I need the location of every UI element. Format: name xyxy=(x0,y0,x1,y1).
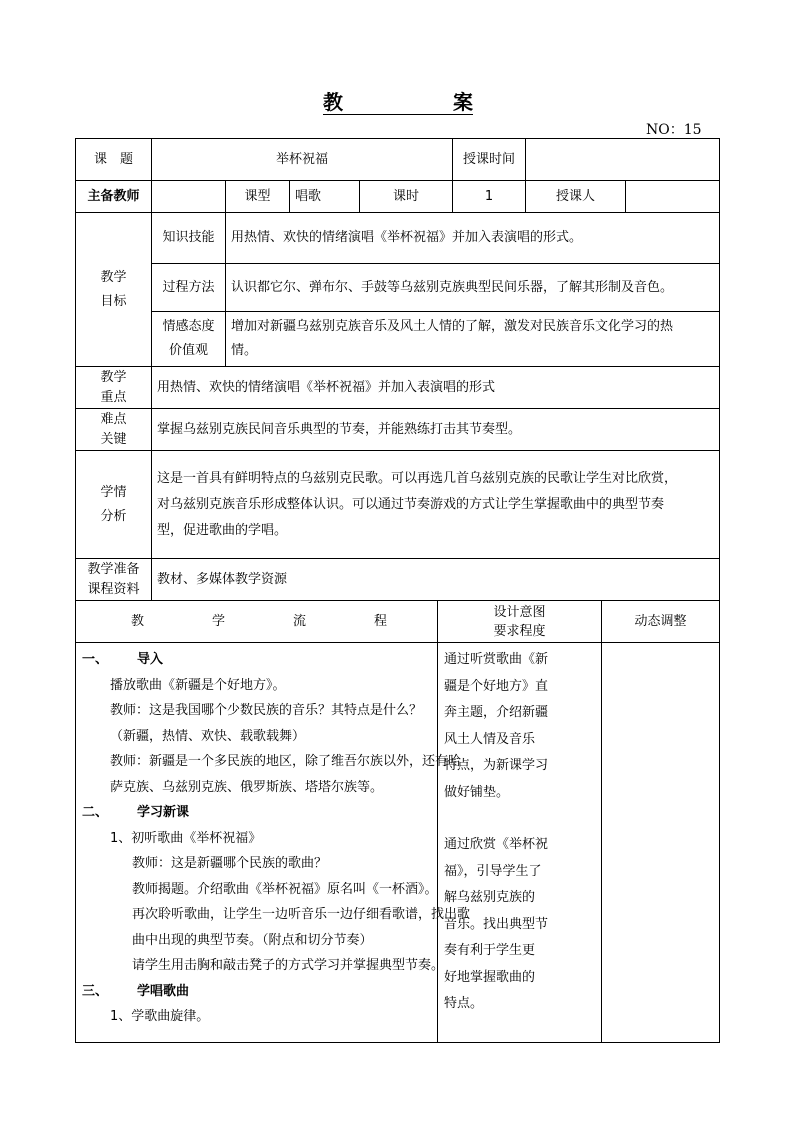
process-text: 认识都它尔、弹布尔、手鼓等乌兹别克族典型民间乐器，了解其形制及音色。 xyxy=(226,264,720,312)
teacher-value xyxy=(152,181,226,213)
flow-header-char-3: 流 xyxy=(292,613,306,629)
flow-header-char-4: 程 xyxy=(373,613,387,629)
materials-text: 教材、多媒体教学资源 xyxy=(152,559,720,601)
dynamic-adjust-content xyxy=(602,643,720,1043)
dynamic-adjust-header: 动态调整 xyxy=(602,601,720,643)
emotion-label: 情感态度 价值观 xyxy=(152,312,226,367)
knowledge-label: 知识技能 xyxy=(152,213,226,264)
type-value: 唱歌 xyxy=(290,181,360,213)
lecturer-value xyxy=(626,181,720,213)
materials-label: 教学准备 课程资料 xyxy=(76,559,152,601)
difficulty-text: 掌握乌兹别克族民间音乐典型的节奏，并能熟练打击其节奏型。 xyxy=(152,409,720,451)
lecturer-label: 授课人 xyxy=(526,181,626,213)
emotion-text: 增加对新疆乌兹别克族音乐及风土人情的了解，激发对民族音乐文化学习的热 情。 xyxy=(226,312,720,367)
section-3-heading: 三、 学唱歌曲 xyxy=(82,983,190,999)
goals-label: 教学 目标 xyxy=(76,213,152,367)
document-title xyxy=(323,86,473,115)
lesson-plan-table xyxy=(75,138,720,1043)
time-label: 授课时间 xyxy=(453,139,526,181)
analysis-label: 学情 分析 xyxy=(76,451,152,559)
flow-header-char-2: 学 xyxy=(211,613,225,629)
flow-header xyxy=(76,601,438,643)
teacher-label: 主备教师 xyxy=(76,181,152,213)
time-value xyxy=(526,139,720,181)
design-intent-content: 通过听赏歌曲《新 疆是个好地方》直 奔主题，介绍新疆 风土人情及音乐 特点，为新课学习 做好铺垫。 通过欣赏《举杯祝 福》，引导学生了 解乌兹别克族的 音乐。找出典型节 奏有利于学生更 好地掌握歌曲的 特点。 xyxy=(438,643,602,1043)
course-label: 课 题 xyxy=(76,139,152,181)
key-points-label: 教学 重点 xyxy=(76,367,152,409)
process-label: 过程方法 xyxy=(152,264,226,312)
document-number: NO：15 xyxy=(646,122,702,138)
analysis-text: 这是一首具有鲜明特点的乌兹别克民歌。可以再选几首乌兹别克族的民歌让学生对比欣赏， 对乌兹别克族音乐形成整体认识。可以通过节奏游戏的方式让学生掌握歌曲中的典型节奏 型，促进歌曲的学唱。 xyxy=(152,451,720,559)
hours-value: 1 xyxy=(453,181,526,213)
course-value: 举杯祝福 xyxy=(152,139,453,181)
section-1-heading: 一、 导入 xyxy=(82,652,164,667)
difficulty-label: 难点 关键 xyxy=(76,409,152,451)
section-2-heading: 二、 学习新课 xyxy=(82,805,190,820)
key-points-text: 用热情、欢快的情绪演唱《举杯祝福》并加入表演唱的形式 xyxy=(152,367,720,409)
flow-header-char-1: 教 xyxy=(131,613,145,629)
title-char-1: 教 xyxy=(323,90,343,114)
type-label: 课型 xyxy=(226,181,290,213)
hours-label: 课时 xyxy=(360,181,453,213)
teaching-flow-content: 一、 导入 播放歌曲《新疆是个好地方》。 教师：这是我国哪个少数民族的音乐？其特点是什么？ （新疆，热情、欢快、载歌载舞） 教师：新疆是一个多民族的地区，除了维吾尔族以外，还有哈 萨克族、乌兹别克族、俄罗斯族、塔塔尔族等。 二、 学习新课 1、初听歌曲《举杯祝福》 教师：这是新疆哪个民族的歌曲？ 教师揭题。介绍歌曲《举杯祝福》原名叫《一杯酒》。 再次聆听歌曲，让学生一边听音乐一边仔细看歌谱，找出歌 曲中出现的典型节奏。（附点和切分节奏） 请学生用击胸和敲击凳子的方式学习并掌握典型节奏。 三、 学唱歌曲 1、学歌曲旋律。 xyxy=(76,643,438,1043)
title-char-2: 案 xyxy=(453,90,473,114)
design-intent-header: 设计意图 要求程度 xyxy=(438,601,602,643)
knowledge-text: 用热情、欢快的情绪演唱《举杯祝福》并加入表演唱的形式。 xyxy=(226,213,720,264)
